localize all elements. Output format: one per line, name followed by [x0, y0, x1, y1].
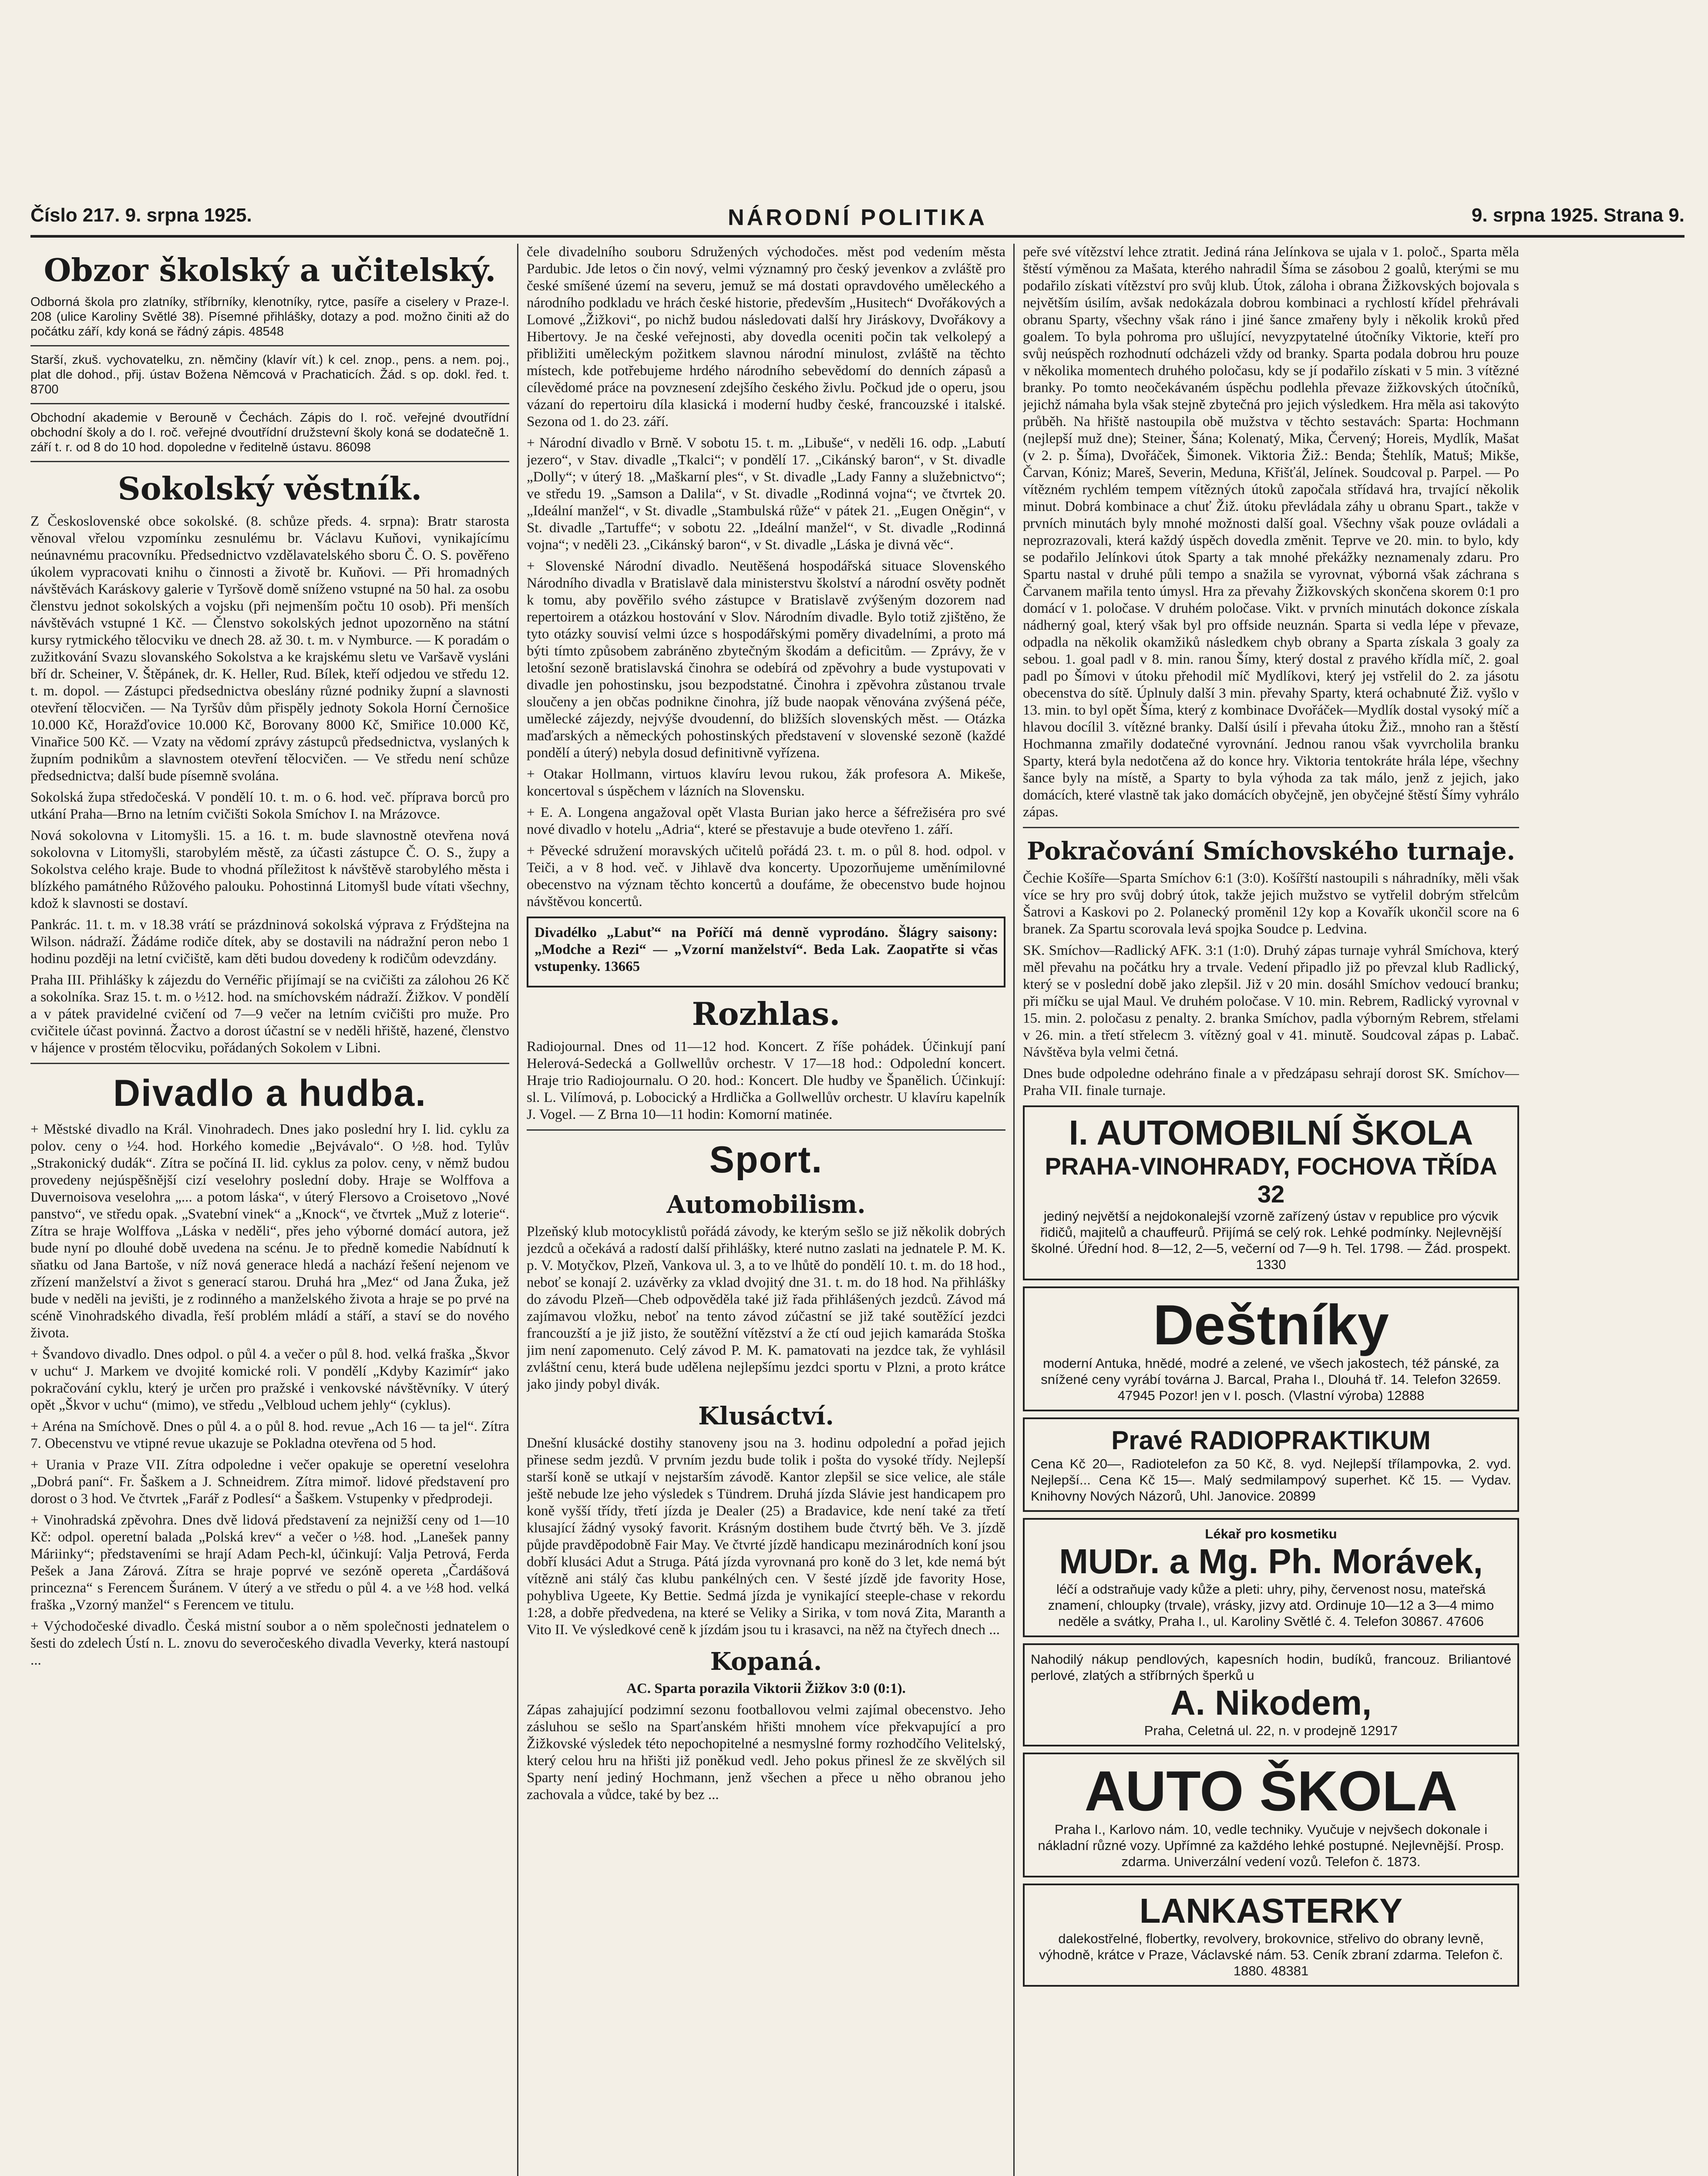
article-paragraph: + Urania v Praze VII. Zítra odpoledne i večer opakuje se operetní veselohra „Dobrá paní“. Fr. Šaškem a J. Schneidrem. Zítra mimoř. lidové představení pro dorost o 3 hod. Ve čtvrtek „Farář z Podlesí“ a Šaškem. Vstupenky v předprodeji. [30, 1457, 509, 1507]
ad-title: A. Nikodem, [1170, 1683, 1372, 1722]
ad-title: MUDr. a Mg. Ph. Morávek, [1059, 1542, 1483, 1581]
ad-body: dalekostřelné, flobertky, revolvery, brokovnice, střelivo do obrany levně, výhodně, krátce v Praze, Václavské nám. 53. Ceník zbraní zdarma. Telefon č. 1880. 48381 [1039, 1931, 1503, 1978]
labut-notice [527, 917, 1005, 987]
divider [30, 1063, 509, 1064]
ad-nikodem [1023, 1643, 1519, 1746]
divider [1023, 827, 1519, 828]
ad-autoskola [1023, 1105, 1519, 1280]
section-title-rozhlas: Rozhlas. [692, 995, 841, 1032]
article-paragraph: + Východočeské divadlo. Česká mistní soubor a o něm společnosti jednatelem o šesti do zdelech Ústí n. L. znovu do severočeského divadla Veverky, která nastoupí ... [30, 1619, 509, 1668]
ad-title: I. AUTOMOBILNÍ ŠKOLA [1069, 1113, 1473, 1152]
article-paragraph: Plzeňský klub motocyklistů pořádá závody, ke kterým sešlo se již několik dobrých jezdců a očekává a radostí další přihlášky, které nutno zaslati na jednatele P. M. K. p. V. Motyčkov, Plzeň, Vankova ul. 3, a to ve lhůtě do pondělí 10. t. m. do 18 hod., neboť se konají 2. uzávěrky za vklad dvojitý dne 31. t. m. do 18 hod. Na přihlášky do závodu Plzeň—Cheb odpověděla také již řada přihlášených jezdců. Závod má zajímavou vložku, neboť na tento závod zúčastní se již také soutěžící jezdci francouzští a je již jisto, že soutěžní vítězství a že ctí oud jejich kamaráda Stoška jim není zapomenuto. Celý závod P. M. K. pamatovati na jezdce tak, že vyhlásil zvláštní cenu, která bude udělena nejlepšímu jezdci sportu v Plzni, a proto krátce jako jindy pobyl divák. [527, 1224, 1005, 1392]
page-date: 9. srpna 1925. Strana 9. [1471, 205, 1684, 226]
article-paragraph: + Národní divadlo v Brně. V sobotu 15. t. m. „Libuše“, v neděli 16. odp. „Labutí jezero“, v Stav. divadle „Tkalci“; v pondělí 17. „Cikánský baron“, v St. divadle „Dolly“; v úterý 18. „Maškarní ples“, v St. divadle „Lady Fanny a služebnictvo“; ve středu 19. „Samson a Dalila“, v St. divadle „Rodinná vojna“; ve čtvrtek 20. „Ideální manžel“, v St. divadle „Stambulská růže“ v pátek 21. „Eugen Oněgin“, v St. divadle „Tartuffe“; v sobotu 22. „Ideální manžel“, v St. divadle „Rodinná vojna“; v neděli 23. „Cikánský baron“, v St. divadle „Láska je divná věc“. [527, 435, 1005, 553]
ad-radiopraktikum [1023, 1417, 1519, 1512]
article-paragraph: peře své vítězství lehce ztratit. Jediná rána Jelínkova se ujala v 1. poloč., Sparta měla štěstí výměnou za Mašata, kterého nahradil Šíma se zásobou 2 goalů, kterými se mu podařilo získati vítězství pro svůj klub. Útok, záloha i obrana Žižkovských bojovala s největším úsilím, avšak nedokázala dobrou kombinaci a rychlostí křídel přehrávali obranu Sparty, všechny však ráno i jiné šance zmařeny byly i několik kroků před goalem. To byla pohroma pro ušlující, nevyzpytatelné útočníky Viktorie, kteří pro svůj neúspěch rozhodnutí odcházeli vždy od branky. Sparta podala dobrou hru pouze v několika momentech druhého poločasu, kdy se jí podařilo získati v 5 min. 3 vítězné branky. Po tomto neočekávaném úspěchu podlehla převaze žižkovských útočníků, jejichž námaha byla však stejně zbytečná pro jejich výsledkem. Hra měla asi takovýto průběh. Na hřiště nastoupila obě mužstva v těchto sestavách: Sparta: Hochmann (nejlepší muž dne); Steiner, Šána; Kolenatý, Mika, Červený; Horeis, Mydlík, Mašat (v 2. p. Šíma), Dvořáček, Šimonek. Viktoria Žiž.: Benda; Štehlík, Matuš; Mikše, Čarvan, Kóniz; Mareš, Severin, Meduna, Křišťál, Jelínek. Soudcoval p. Parpel. — Po vítězném rychlém tempem vítězných útoků započala střídavá hra, trvající několik minut. Dobrá kombinace a chuť Žiž. útoku převládala záhy u obranu Spart., takže v prvních minutách byly mnohé možnosti další goal. Všechny však pouze ovládali a neprozrazovali, která každý úspěch dovedla změnit. Teprve ve 20. min. to bylo, kdy se podařilo Jelínkovi útok Sparty a tak mnohé překážky neznamenaly zdaru. Pro Spartu nastal v druhé půli tempo a snažila se vyrovnat, výborná však záchrana s Čarvanem mařila tento úmysl. Hra za převahy Žižkovských skončena skorem 0:1 pro domácí v 1. poločase. V druhém poločase. Vikt. v prvních minutách dokonce získala nádherný goal, který však byl pro offside neuznán. Sparta si vedla lépe v převaze, odpadla na několik okamžiků následkem chyb obrany a Sparta získala 3 goaly za sebou. 1. goal padl v 8. min. ranou Šímy, který dostal z pravého křídla míč, 2. goal padl po Šímovi v útoku přehodil míč Mydlíkovi, který jej vstřelil do 2. za jásotu obecenstva do sítě. Úplnuly další 3 min. převahy Sparty, která ochabnuté Žiž. vyšlo v 13. min. to byl opět Šíma, který z kombinace Dvořáček—Mydlík dostal vysoký míč a hlavou docílil 3. vítězné branky. Další úsilí i převaha útoku Žiž., mnoho ran a štěstí Hochmanna zmařily dodatečné vyrovnání. Jednou ranou však vyvrcholila branku Sparty, která byla nedotčena až do konce hry. Viktoria tentokráte hrála lépe, všechny šance byly na místě, a Sparty to byla výhoda za tak málo, jenž z jejich, jako domácích, které vlastně tak jako domácích obyčejně, jen obyčejné štěstí Šímy vyhrálo zápas. [1023, 244, 1519, 820]
ad-title: Deštníky [1153, 1293, 1389, 1357]
article-headline: AC. Sparta porazila Viktorii Žižkov 3:0 (0:1). [626, 1681, 906, 1696]
ad-body: jediný největší a nejdokonalejší vzorně zařízený ústav v republice pro výcvik řidičů, majitelů a chauffeurů. Přijímá se celý rok. Lehké podmínky. Nejlevnější školné. Úřední hod. 8—12, 2—5, večerní od 7—9 h. Tel. 1798. — Žád. prospekt. 1330 [1031, 1209, 1511, 1272]
ad-subtitle: PRAHA-VINOHRADY, FOCHOVA TŘÍDA 32 [1045, 1152, 1497, 1208]
column-3 [1023, 244, 1519, 2176]
subsection-title-klusactvi: Klusáctví. [698, 1402, 834, 1431]
divider [30, 345, 509, 346]
ad-body: Praha, Celetná ul. 22, n. v prodejně 12917 [1144, 1723, 1398, 1738]
notice: Starší, zkuš. vychovatelku, zn. němčiny (klavír vít.) k cel. znop., pens. a nem. poj., plat dle dohod., přij. ústav Božena Němcová v Prachaticích. Žád. s op. dokl. řed. t. 8700 [30, 353, 509, 396]
ad-heading: Nahodilý nákup pendlových, kapesních hodin, budíků, francouz. Briliantové perlové, zlatých a stříbrných šperků u [1031, 1652, 1511, 1683]
ad-body: Cena Kč 20—, Radiotelefon za 50 Kč, 8. vyd. Nejlepší třílampovka, 2. vyd. Nejlepší... Cena Kč 15—. Malý sedmilampový superhet. Kč 15. — Vydav. Knihovny Nových Názorů, Uhl. Janovice. 20899 [1031, 1456, 1511, 1504]
article-paragraph: Pankrác. 11. t. m. v 18.38 vrátí se prázdninová sokolská výprava z Frýdštejna na Wilson. nádraží. Žádáme rodiče dítek, aby se dostavili na nádražní peron nebo 1 hodinu později na letní cvičiště, kam děti budou dovedeny k rodičům odevzdány. [30, 917, 509, 967]
article-paragraph: + Pěvecké sdružení moravských učitelů pořádá 23. t. m. o půl 8. hod. odpol. v Teiči, a v 8 hod. več. v Jihlavě dva koncerty. Upozorňujeme uměnímilovné obecenstvo na význam těchto koncertů a doufáme, že obecenstvo bude hojnou návštěvou koncertů. [527, 843, 1005, 910]
newspaper-title: NÁRODNÍ POLITIKA [728, 205, 987, 230]
article-paragraph: Radiojournal. Dnes od 11—12 hod. Koncert. Z říše pohádek. Účinkují paní Helerová-Sedecká a Gollwellův orchestr. V 17—18 hod.: Odpolední koncert. Hraje trio Radiojournalu. O 20. hod.: Koncert. Dle hudby ve Španělich. Účinkují: sl. L. Vilímová, p. Lobocický a Hrdlička a Gollwellův orchestr. U klavíru kapelník J. Vogel. — Z Brna 10—11 hodin: Komorní matinée. [527, 1039, 1005, 1122]
ad-title: Pravé RADIOPRAKTIKUM [1111, 1426, 1431, 1455]
ad-title: AUTO ŠKOLA [1084, 1759, 1458, 1823]
column-rule [1013, 244, 1015, 2176]
subsection-title-kopana: Kopaná. [710, 1647, 822, 1676]
ad-lankasterky [1023, 1884, 1519, 1987]
issue-number: Číslo 217. 9. srpna 1925. [30, 205, 252, 226]
divider [527, 1129, 1005, 1131]
ad-body: Praha I., Karlovo nám. 10, vedle techniky. Vyučuje v nejvšech dokonale i nákladní různé vozy. Upřímné za každého lehké postupné. Nejlevnější. Prosp. zdarma. Univerzální vedení vozů. Telefon č. 1873. [1038, 1822, 1504, 1869]
article-paragraph: + Městské divadlo na Král. Vinohradech. Dnes jako poslední hry I. lid. cyklu za polov. ceny o ½4. hod. Horkého komedie „Bejvávalo“. O ½8. hod. Tylův „Strakonický dudák“. Zítra se počíná II. lid. cyklus za polov. ceny, v němž budou provedeny nejúspěšnější cizí veselohry poslední doby. Hraje se Wolffova a Duvernoisova veselohra „... a potom láska“, v úterý Flersovo a Croisetovo „Nové panstvo“, ve středu opak. „Svatební vinek“ a „Knock“, ve čtvrtek „Muž z loterie“. Zítra se hraje Wolffova „Láska v neděli“, přes jeho výborné domácí autora, jež bude nyní po dlouhé době uvedena na scénu. Je to předně komedie Nabídnutí k sňatku od Jana Bartoše, v níž nová generace hledá a nachází řešení nejenom ve zřízení manželství a život s generací starou. Druhá hra „Mez“ od Jana Žuka, jež bude v neděli na jevišti, je z rodinného a manželského života a hraje se po prvé na scéně Vinohradského divadla, řeší problém mládí a stáří, a staví se do nového života. [30, 1122, 509, 1341]
ad-moravek [1023, 1518, 1519, 1637]
article-paragraph: Čechie Košíře—Sparta Smíchov 6:1 (3:0). Košířští nastoupili s náhradníky, měli však více se hry pro svůj dobrý útok, takže jejich mužstvo se vytřelil dobrým střelcům Šatrovi a Kaskovi po 2. Polanecký proměnil 12y kop a Kovařík ukončil score na 6 branek. Za Spartu scorovala levá spojka Soudce p. Ledvina. [1023, 870, 1519, 937]
ad-text: Divadélko „Labuť“ na Poříčí má denně vyprodáno. Šlágry saisony: „Modche a Rezi“ — „Vzorní manželství“. Beda Lak. Zaopatřte si včas vstupenky. 13665 [535, 925, 998, 974]
article-paragraph: + Vinohradská zpěvohra. Dnes dvě lidová představení za nejnižší ceny od 1—10 Kč: odpol. operetní balada „Polská krev“ a večer o ½8. hod. „Lanešek panny Máriinky“; představeními se hrají Adam Pech-kl, účinkují: Valja Petrová, Ferda Pešek a Jana Zárová. Zítra se hraje poprvé ve sezóně opereta „Čardášová princezna“ s Ferencem Šuránem. V úterý a ve středu o půl 4. a ve ½8 hod. velká fraška „Vzorný manžel“ s Ferencem ve titulu. [30, 1512, 509, 1613]
article-paragraph: + Otakar Hollmann, virtuos klavíru levou rukou, žák profesora A. Mikeše, koncertoval s úspěchem v lázních na Slovensku. [527, 766, 1005, 799]
section-title-sokol: Sokolský věstník. [118, 470, 422, 507]
article-paragraph: Zápas zahajující podzimní sezonu footballovou velmi zajímal obecenstvo. Jeho zásluhou se sešlo na Sparťanském hřišti mnohem více překvapující a pro Žižkovské výsledek této nepochopitelné a nesmyslné formy rozhodčího Velitelský, který celou hru na hřišti již poněkud vedl. Jeho pokus přinesl že ze skvělých sil Sparty není jediný Hochmann, jenž všechen a přece u něho obranou jeho zachovala a vůdce, také by bez ... [527, 1702, 1005, 1803]
article-paragraph: Praha III. Přihlášky k zájezdu do Vernéřic přijímají se na cvičišti za zálohou 26 Kč a sokolníka. Sraz 15. t. m. o ½12. hod. na smíchovském nádraží. Žižkov. V pondělí a v pátek pravidelné cvičení od 7—9 večer na letním cvičišti pro muže. Pro cvičitele účast povinná. Žactvo a dorost účastní se v neděli hřiště, hazené, členstvo v hájence v prostém tělocviku, pořádaných Sokolem v Libni. [30, 972, 509, 1056]
article-paragraph: čele divadelního souboru Sdružených východočes. měst pod vedením města Pardubic. Jde letos o čin nový, velmi významný pro český jevenkov a zvláště pro české smíšené území na severu, jemuž se má dostati opravdového uměleckého a národního podkladu ve hrách české historie, především „Husitech“ Dvořákových a Lomové „Žižkovi“, po nichž budou následovati další hry Jiráskovy, Dvořákovy a Hibertovy. Je na české veřejnosti, aby dovedla oceniti počin tak velkolepý a přibližiti uměleckým požitkem slavnou národní minulost, zvláště na těchto místech, kde potřebujeme hrdého národního sebevědomí do denních zápasů a cílevědomé práce na povznesení zdejšího českého živlu. Počkud jde o operu, jsou vázaní do repertoiru díla klasická i moderní hudby české, francouzské i italské. Sezona od 1. do 23. září. [527, 244, 1005, 430]
subsection-title-smichov: Pokračování Smíchovského turnaje. [1027, 837, 1515, 866]
ad-body: moderní Antuka, hnědé, modré a zelené, ve všech jakostech, též pánské, za snížené ceny vyrábí továrna J. Barcal, Praha I., Dlouhá tř. 14. Telefon 32659. 47945 Pozor! jen v I. posch. (Vlastní výroba) 12888 [1041, 1356, 1501, 1403]
notice: Obchodní akademie v Berouně v Čechách. Zápis do I. roč. veřejné dvoutřídní obchodní školy a do I. roč. veřejné dvoutřídní družstevní školy koná se dodatečně 1. září t. r. od 8 do 10 hod. dopoledne v ředitelně ústavu. 86098 [30, 411, 509, 454]
column-2 [527, 244, 1005, 2176]
article-paragraph: SK. Smíchov—Radlický AFK. 3:1 (1:0). Druhý zápas turnaje vyhrál Smíchova, který měl převahu na počátku hry a trvale. Vedení připadlo již po převzal klub Radlický, který se v poslední době jako zlepšil. Již v 20 min. dosáhl Smíchov vedoucí branku; při míčku se ujal Maul. Ve druhém poločase. V 10. min. Rebrem, Radlický vyrovnal v 15. min. 2. poločasu z penalty. 2. branka Smíchov, padla výborným Rebrem, střelami v 26. min. a třetí střelecm 3. vítězný goal v 41. minutě. Soudcoval zápas p. Labač. Návštěva byla velmi četná. [1023, 943, 1519, 1060]
section-title-divadlo: Divadlo a hudba. [113, 1072, 427, 1114]
ad-autoskola-2 [1023, 1753, 1519, 1877]
article-paragraph: Nová sokolovna v Litomyšli. 15. a 16. t. m. bude slavnostně otevřena nová sokolovna v Litomyšli, starobylém městě, za účasti zástupce Č. O. S., župy a Sokolstva celého kraje. Bude to vhodná příležitost k návštěvě starobylého města i blízkého památného Růžového palouku. Pohostinná Litomyšl bude vítati všechny, kdož k slavnosti se dostaví. [30, 828, 509, 911]
ad-heading: Lékař pro kosmetiku [1205, 1526, 1337, 1541]
column-1 [30, 244, 509, 2176]
section-title-obzor: Obzor školský a učitelský. [44, 252, 496, 289]
article-paragraph: + E. A. Longena angažoval opět Vlasta Burian jako herce a šéfrežiséra pro své nové divadlo v hotelu „Adria“, které se přestavuje a bude otevřeno 1. září. [527, 805, 1005, 837]
divider [30, 403, 509, 404]
masthead [30, 205, 1684, 238]
article-paragraph: Sokolská župa středočeská. V pondělí 10. t. m. o 6. hod. več. příprava borců pro utkání Praha—Brno na letním cvičišti Sokola Smíchov I. na Mrázovce. [30, 789, 509, 822]
subsection-title-automobilism: Automobilism. [666, 1190, 866, 1219]
article-paragraph: + Slovenské Národní divadlo. Neutěšená hospodářská situace Slovenského Národního divadla v Bratislavě dala ministerstvu školství a národní osvěty podnět k tomu, aby pověřilo svého zástupce v Bratislavě zvýšeným dozorem nad repertoirem a otázkou hostování v Slov. Národním divadle. Bylo totiž zjištěno, že tyto otázky souvisí velmi úzce s hospodářskými poměry divadelními, a proto má býti tímto způsobem zabráněno zbytečným škodám a deficitům. — Zprávy, že v letošní sezoně bratislavská činohra se odebírá od zpěvohry a bude vystupovati v divadle jen pohostinsku, jsou bezpodstatné. Činohra i zpěvohra zůstanou trvale sloučeny a jen občas podnikne činohra, jíž bude naopak věnována zvýšená péče, umělecké zájezdy, nejvýše dvoudenní, do bližších slovenských měst. — Otázka maďarských a německých pohostinských představení v slovenské sezoně (každé pondělí a úterý) nebyla dosud definitivně vyřízena. [527, 558, 1005, 761]
article-paragraph: + Aréna na Smíchově. Dnes o půl 4. a o půl 8. hod. revue „Ach 16 — ta jel“. Zítra 7. Obecenstvu ve vtipné revue ukazuje se Pokladna otevřena od 5 hod. [30, 1419, 509, 1451]
article-paragraph: Dnešní klusácké dostihy stanoveny jsou na 3. hodinu odpolední a pořad jejich přinese sedm jezdů. V prvním jezdu bude tolik i pošta do vysoké třídy. Nejlepší starší koně se utkají v nejstarším závodě. Kantor zlepšil se sice velice, ale stále ještě nebude lze jeho výsledek s Tündrem. Druhá jízda Slávie jest handicapem pro koně vyšší třídy, třetí jízda je Dealer (25) a Bradavice, kde není také za třetí klusající žádný vysoký favorit. Krásným dostihem bude čtvrtý běh. Ve 3. jízdě půjde pravděpodobně Fair May. Ve čtvrté jízdě handicapu mezinárodních koní jsou dobří klusáci Adut a Struga. Pátá jízda vyrovnaná pro koně do 3 let, kde nemá být vítězně ani stálý čas klubu pankélných cen. V šesté jízdě jde favority Hose, pohybliva Ugeete, Ky Bettie. Sedmá jízda je vynikající steeple-chase v rekordu 1:28, a dobře předvedena, na které se Veliky a Sirika, v tom nová Zita, Maranth a Vito II. Ve výsledkové ceně k jízdám jsou tu i krasavci, na něž na čtyřech dnech ... [527, 1435, 1005, 1638]
divider [30, 461, 509, 462]
ad-destniky [1023, 1286, 1519, 1411]
article-paragraph: + Švandovo divadlo. Dnes odpol. o půl 4. a večer o půl 8. hod. velká fraška „Škvor v uchu“ J. Markem ve dvojité komické roli. V pondělí „Kdyby Kazimír“ jako pokračování cyklu, který je určen pro pražské i venkovské návštěvníky. V úterý opět „Škvor v uchu“ (mimo), ve středu „Velbloud uchem jehly“ (cyklus). [30, 1347, 509, 1413]
notice: Odborná škola pro zlatníky, stříbrníky, klenotníky, rytce, pasíře a ciselery v Praze-I. 208 (ulice Karoliny Světlé 38). Písemné přihlášky, dotazy a pod. možno činiti až do počátku září, kdy koná se řádný zápis. 48548 [30, 295, 509, 339]
ad-title: LANKASTERKY [1139, 1891, 1403, 1930]
section-title-sport: Sport. [709, 1139, 823, 1181]
article-paragraph: Dnes bude odpoledne odehráno finale a v předzápasu sehrají dorost SK. Smíchov—Praha VII. finale turnaje. [1023, 1066, 1519, 1098]
article-paragraph: Z Československé obce sokolské. (8. schůze předs. 4. srpna): Bratr starosta věnoval vřelou vzpomínku zesnulému br. Václavu Kuňovi, vynikajícímu neúnavnému pracovníku. Předsednictvo vzdělavatelského sboru Č. O. S. pověřeno úkolem vypracovati knihu o činnosti a životě br. Kuňovi. — Při hromadných návštěvách Karáskovy galerie v Tyršově domě sníženo vstupné na 50 hal. za osobu členstvu jednot sokolských a vojsku (při nejmenším počtu 10 osob). Při menších návštěvách vstupné 1 Kč. — Členstvo sokolských jednot upozorněno na státní kursy rytmického tělocviku ve dnech 28. až 30. t. m. v Nymburce. — K poradám o zužitkování Svazu slovanského Sokolstva a ke krajskému sletu ve Varšavě vysláni bří dr. Scheiner, V. Štěpánek, dr. K. Heller, Rud. Bílek, kteří odjedou ve středu 12. t. m. dopol. — Zástupci předsednictva obeslány různé podniky župní a slavnosti otevření tělocvičen. — Na Tyršův dům přispěly jednoty Sokola Horní Černošice 10.000 Kč, Horažďovice 10.000 Kč, Borovany 8000 Kč, Smiřice 10.000 Kč, Vinařice 500 Kč. — Vzaty na vědomí zprávy zástupců předsednictva, vyslaných k župním podnikům a slavnostem otevření tělocvičen. — Ve středu není schůze předsednictva; další bude písemně svolána. [30, 514, 509, 784]
column-rule [517, 244, 518, 2176]
ad-body: léčí a odstraňuje vady kůže a pleti: uhry, pihy, červenost nosu, mateřská znamení, chloupky (trvale), vrásky, jizvy atd. Ordinuje 10—12 a 3—4 mimo neděle a svátky, Praha I., ul. Karoliny Světlé č. 4. Telefon 30867. 47606 [1048, 1582, 1494, 1629]
